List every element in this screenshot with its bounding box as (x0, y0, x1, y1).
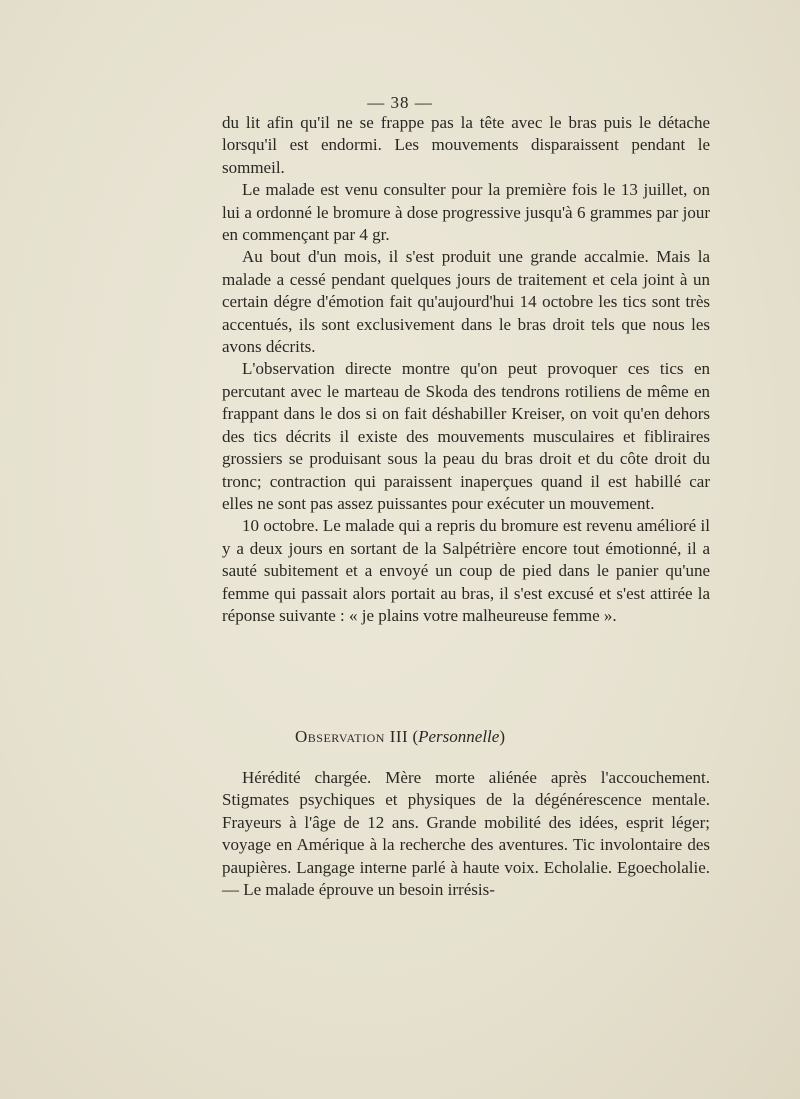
observation-qualifier: Personnelle (418, 727, 500, 746)
observation-heading: Observation III (Personnelle) (295, 727, 505, 746)
paragraph: Au bout d'un mois, il s'est produit une grande accalmie. Mais la malade a cessé pendant quelques jours de traitement et cela joint à un certain dégre d'émotion fait qu'aujourd'hui 14 octobre les tics sont très accentués, ils sont exclusivement dans le bras droit tels que nous les avons décrits. (222, 247, 710, 357)
paragraph: du lit afin qu'il ne se frappe pas la tête avec le bras puis le détache lorsqu'il est endormi. Les mouvements disparaissent pendant le sommeil. (222, 113, 710, 177)
observation-label: Observation III (295, 727, 409, 746)
observation-text (222, 767, 710, 901)
body-text (222, 112, 710, 627)
paragraph: L'observation directe montre qu'on peut provoquer ces tics en percutant avec le marteau de Skoda des tendrons rotiliens de même en frappant dans le dos si on fait déshabiller Kreiser, on voit qu'en dehors des tics décrits il existe des mouvements musculaires et fibliraires grossiers se produisant sous la peau du bras droit et du côte droit du tronc; contraction qui paraissent inaperçues quand il est habillé car elles ne sont pas assez puissantes pour exécuter un mouvement. (222, 359, 710, 513)
paragraph: Le malade est venu consulter pour la première fois le 13 juillet, on lui a ordonné le bromure à dose progressive jusqu'à 6 grammes par jour en commençant par 4 gr. (222, 180, 710, 245)
paragraph: Hérédité chargée. Mère morte aliénée après l'accouchement. Stigmates psychiques et physiques de la dégénérescence mentale. Frayeurs à l'âge de 12 ans. Grande mobilité des idées, esprit léger; voyage en Amérique à la recherche des aventures. Tic involontaire des paupières. Langage interne parlé à haute voix. Echolalie. Egoecholalie. — Le malade éprouve un besoin irrésis- (222, 768, 710, 900)
paragraph: 10 octobre. Le malade qui a repris du bromure est revenu amélioré il y a deux jours en sortant de la Salpétrière encore tout émotionné, il a sauté subitement et a envoyé un coup de pied dans le panier qu'une femme qui passait alors portait au bras, il s'est excusé et s'est attirée la réponse suivante : « je plains votre malheureuse femme ». (222, 516, 710, 625)
page-number: — 38 — (367, 93, 433, 112)
